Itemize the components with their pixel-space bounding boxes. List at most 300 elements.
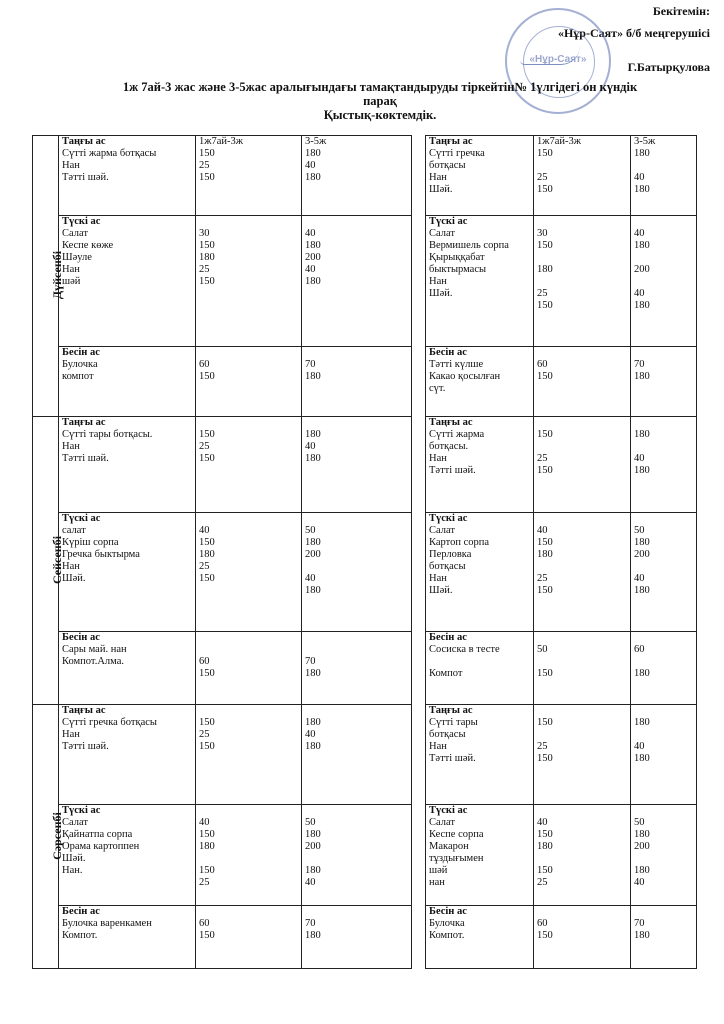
portion-value: 180 [634, 371, 650, 382]
title-line-3: Қыстық-көктемдік. [323, 108, 437, 122]
dish-name: Шәй. [62, 853, 86, 864]
portion-value: 60 [537, 918, 548, 929]
portion-value [537, 276, 627, 288]
portion-value: 150 [537, 865, 553, 876]
dish-name: Нан [62, 160, 80, 171]
dish-name: сүт. [429, 383, 446, 394]
dish-name: Компот [429, 668, 463, 679]
dish-name: Қырыққабат [429, 252, 485, 263]
portion-value [537, 853, 627, 865]
portion-value: 180 [634, 465, 650, 476]
meal-row [33, 906, 697, 969]
portion-value: 180 [305, 276, 321, 287]
portion-value: 70 [305, 359, 316, 370]
portion-value: 150 [537, 429, 553, 440]
column-gap [412, 705, 426, 805]
portion-1-3-cell [534, 906, 631, 969]
portion-3-5-cell [302, 347, 412, 417]
dish-name: Тәтті шәй. [62, 741, 109, 752]
portion-value: 150 [199, 276, 215, 287]
portion-value [537, 705, 627, 717]
dish-name: Шәй. [429, 184, 453, 195]
portion-value [634, 347, 693, 359]
portion-value [199, 347, 298, 359]
portion-value: 200 [305, 549, 321, 560]
portion-value: 150 [199, 573, 215, 584]
portion-value: 200 [305, 841, 321, 852]
meal-heading: Бесін ас [62, 632, 100, 643]
portion-value: 150 [537, 668, 553, 679]
dish-list-cell [59, 805, 196, 906]
dish-name: Күріш сорпа [62, 537, 119, 548]
portion-value [199, 805, 298, 817]
portion-value [634, 705, 693, 717]
portion-value [199, 632, 298, 644]
dish-name: компот [62, 371, 94, 382]
portion-value: 180 [305, 429, 321, 440]
portion-value [199, 216, 298, 228]
meal-heading: Таңғы ас [62, 417, 106, 428]
dish-name: салат [62, 525, 86, 536]
portion-value: 180 [634, 240, 650, 251]
dish-list-cell [426, 136, 534, 216]
portion-value: 40 [537, 817, 548, 828]
portion-1-3-cell [534, 216, 631, 347]
column-gap [412, 513, 426, 632]
meal-row [33, 417, 697, 513]
portion-value: 150 [537, 184, 553, 195]
dish-name: Нан [429, 276, 447, 287]
column-gap [412, 906, 426, 969]
portion-value: 25 [199, 561, 210, 572]
portion-value: 40 [305, 877, 316, 888]
portion-value [537, 632, 627, 644]
day-label [33, 417, 65, 705]
portion-value: 180 [634, 865, 650, 876]
dish-list-cell [426, 906, 534, 969]
portion-value: 150 [537, 585, 553, 596]
portion-1-3-cell [196, 705, 302, 805]
portion-value: 40 [305, 264, 316, 275]
portion-1-3-cell [196, 632, 302, 705]
dish-name: Какао қосылған [429, 371, 501, 382]
portion-value: 150 [199, 717, 215, 728]
portion-value [537, 729, 627, 741]
meal-heading: Түскі ас [62, 805, 101, 816]
portion-1-3-cell [196, 513, 302, 632]
day-label [33, 136, 65, 417]
portion-value: 50 [634, 817, 645, 828]
dish-name: шәй [62, 276, 81, 287]
portion-3-5-cell [631, 347, 697, 417]
column-gap [412, 347, 426, 417]
dish-name: ботқасы. [429, 441, 469, 452]
portion-value: 150 [537, 930, 553, 941]
dish-name: Орама картоппен [62, 841, 140, 852]
portion-value: 180 [305, 453, 321, 464]
dish-name: Нан [429, 172, 447, 183]
portion-value: 60 [199, 656, 210, 667]
portion-value: 40 [634, 573, 645, 584]
portion-value: 180 [634, 668, 650, 679]
dish-list-cell [59, 417, 196, 513]
portion-value [537, 216, 627, 228]
portion-value: 180 [634, 148, 650, 159]
portion-value [305, 417, 408, 429]
portion-1-3-cell [196, 347, 302, 417]
dish-name: Компот. [62, 930, 98, 941]
portion-value [537, 347, 627, 359]
meal-heading: Түскі ас [429, 805, 468, 816]
dish-name: нан [429, 877, 445, 888]
portion-value: 150 [199, 741, 215, 752]
dish-name: Тәтті шәй. [62, 172, 109, 183]
portion-value: 150 [199, 865, 215, 876]
meal-heading: Таңғы ас [429, 705, 473, 716]
dish-name: Булочка [62, 359, 98, 370]
dish-name: Нан [429, 453, 447, 464]
portion-value: 180 [634, 585, 650, 596]
meal-heading: Бесін ас [62, 906, 100, 917]
dish-name: Тәтті күлше [429, 359, 484, 370]
portion-value [634, 906, 693, 918]
portion-value: 70 [634, 918, 645, 929]
dish-name: Нан [62, 441, 80, 452]
dish-name: Қайнатпа сорпа [62, 829, 133, 840]
portion-value: 150 [537, 300, 553, 311]
portion-value: 180 [305, 537, 321, 548]
portion-value [537, 252, 627, 264]
dish-list-cell [426, 347, 534, 417]
portion-3-5-cell [302, 136, 412, 216]
portion-value: 60 [199, 359, 210, 370]
column-gap [412, 632, 426, 705]
portion-value [634, 632, 693, 644]
dish-name: Салат [429, 228, 455, 239]
portion-value [305, 347, 408, 359]
portion-value: 180 [634, 300, 650, 311]
portion-value: 180 [537, 264, 553, 275]
portion-value [634, 729, 693, 741]
portion-value [537, 513, 627, 525]
portion-1-3-cell [196, 906, 302, 969]
dish-name: быктырмасы [429, 264, 487, 275]
meal-heading: Түскі ас [429, 216, 468, 227]
portion-1-3-cell [534, 513, 631, 632]
dish-name: Нан. [62, 865, 83, 876]
portion-value: 25 [537, 172, 548, 183]
portion-3-5-cell [631, 216, 697, 347]
portion-value [634, 160, 693, 172]
dish-name: Сүтті гречка [429, 148, 485, 159]
dish-list-cell [59, 136, 196, 216]
portion-value: 25 [199, 877, 210, 888]
dish-name: Сүтті жарма [429, 429, 485, 440]
dish-name: Шәй. [429, 585, 453, 596]
portion-value: 150 [199, 172, 215, 183]
dish-list-cell [426, 513, 534, 632]
portion-value: 60 [537, 359, 548, 370]
dish-name: Сары май. нан [62, 644, 127, 655]
dish-name: тұздығымен [429, 853, 484, 864]
portion-3-5-cell [302, 513, 412, 632]
portion-value: 25 [537, 741, 548, 752]
dish-name: Шәуле [62, 252, 92, 263]
portion-value: 40 [305, 228, 316, 239]
portion-value: 180 [305, 371, 321, 382]
approval-signatory: Г.Батырқулова [627, 60, 710, 74]
portion-value: 40 [199, 817, 210, 828]
portion-value [305, 513, 408, 525]
meal-heading: Бесін ас [429, 632, 467, 643]
portion-value: 150 [537, 753, 553, 764]
approval-heading: Бекітемін: [652, 4, 710, 18]
dish-name: Сүтті жарма ботқасы [62, 148, 157, 159]
dish-name: Тәтті шәй. [429, 753, 476, 764]
portion-value [537, 656, 627, 668]
portion-3-5-cell [631, 632, 697, 705]
portion-value: 40 [305, 573, 316, 584]
portion-value: 180 [634, 753, 650, 764]
portion-value [199, 417, 298, 429]
dish-list-cell [426, 632, 534, 705]
portion-1-3-cell [196, 136, 302, 216]
portion-value: 25 [537, 288, 548, 299]
portion-value: 180 [305, 930, 321, 941]
portion-value [305, 906, 408, 918]
portion-value: 150 [537, 465, 553, 476]
portion-1-3-cell [196, 216, 302, 347]
portion-value: 40 [305, 729, 316, 740]
portion-value: 180 [537, 841, 553, 852]
dish-name: ботқасы [429, 729, 466, 740]
dish-name: ботқасы [429, 160, 466, 171]
dish-name: Салат [62, 817, 88, 828]
meal-heading: Таңғы ас [62, 136, 106, 147]
meal-heading: Бесін ас [429, 906, 467, 917]
portion-value: 30 [199, 228, 210, 239]
dish-name: Нан [62, 264, 80, 275]
portion-3-5-cell [631, 906, 697, 969]
portion-value [537, 441, 627, 453]
dish-name: Сосиска в тесте [429, 644, 500, 655]
meal-row [33, 632, 697, 705]
approval-position: «Нұр-Саят» б/б меңгерушісі [557, 26, 710, 40]
portion-value [634, 561, 693, 573]
day-name: Сәрсенбі [49, 811, 64, 860]
portion-value: 40 [634, 288, 645, 299]
portion-value: 150 [199, 829, 215, 840]
portion-1-3-cell [196, 417, 302, 513]
dish-name: Нан [62, 561, 80, 572]
portion-value [537, 805, 627, 817]
dish-name: Салат [429, 525, 455, 536]
stamp-text: «Нұр-Саят» [529, 54, 587, 65]
portion-value: 25 [537, 877, 548, 888]
portion-value [634, 252, 693, 264]
portion-value [537, 160, 627, 172]
portion-value: 150 [199, 668, 215, 679]
portion-value [199, 513, 298, 525]
portion-value: 40 [305, 160, 316, 171]
menu-table [32, 135, 697, 969]
meal-row [33, 347, 697, 417]
portion-value: 180 [199, 841, 215, 852]
meal-heading: Түскі ас [62, 216, 101, 227]
dish-name: Вермишель сорпа [429, 240, 509, 251]
portion-value [634, 417, 693, 429]
portion-value: 150 [199, 148, 215, 159]
portion-value: 200 [634, 841, 650, 852]
portion-value: 40 [537, 525, 548, 536]
portion-value [634, 276, 693, 288]
dish-name: Шәй. [429, 288, 453, 299]
portion-1-3-cell [534, 136, 631, 216]
meal-row [33, 136, 697, 216]
portion-value: 150 [537, 371, 553, 382]
portion-value [634, 513, 693, 525]
portion-value: 180 [305, 148, 321, 159]
dish-name: Булочка варенкамен [62, 918, 152, 929]
dish-list-cell [59, 347, 196, 417]
portion-value: 200 [634, 264, 650, 275]
dish-name: Картоп сорпа [429, 537, 490, 548]
portion-value: 25 [199, 441, 210, 452]
portion-1-3-cell [534, 805, 631, 906]
dish-name: Нан [429, 741, 447, 752]
dish-name: Тәтті шәй. [429, 465, 476, 476]
portion-value: 150 [537, 717, 553, 728]
portion-value [537, 561, 627, 573]
portion-value: 150 [199, 429, 215, 440]
portion-1-3-cell [534, 632, 631, 705]
portion-value: 40 [634, 741, 645, 752]
dish-name [429, 656, 530, 668]
dish-name: шәй [429, 865, 448, 876]
portion-value: 40 [634, 453, 645, 464]
portion-value: 180 [305, 240, 321, 251]
dish-name: Компот. [429, 930, 465, 941]
meal-heading: Түскі ас [429, 513, 468, 524]
portion-value: 180 [634, 429, 650, 440]
meal-heading: Бесін ас [429, 347, 467, 358]
portion-value: 40 [634, 228, 645, 239]
portion-value [634, 656, 693, 668]
portion-value [634, 805, 693, 817]
column-gap [412, 417, 426, 513]
portion-value [305, 216, 408, 228]
portion-value: 50 [305, 525, 316, 536]
portion-value: 150 [199, 240, 215, 251]
portion-1-3-cell [534, 705, 631, 805]
portion-1-3-cell [196, 805, 302, 906]
dish-name: ботқасы [429, 561, 466, 572]
portion-value: 40 [634, 877, 645, 888]
dish-list-cell [426, 216, 534, 347]
portion-value: 25 [537, 453, 548, 464]
portion-value: 150 [199, 371, 215, 382]
dish-list-cell [59, 632, 196, 705]
portion-3-5-cell [302, 632, 412, 705]
portion-value [199, 705, 298, 717]
portion-value: 150 [537, 829, 553, 840]
portion-value: 40 [199, 525, 210, 536]
portion-value [305, 805, 408, 817]
portion-value [199, 644, 298, 656]
dish-name: Компот.Алма. [62, 656, 125, 667]
portion-value [305, 853, 408, 865]
dish-name: Тәтті шәй. [62, 453, 109, 464]
portion-value: 50 [305, 817, 316, 828]
dish-name: Сүтті тары ботқасы. [62, 429, 153, 440]
document-title [60, 80, 700, 122]
title-line-1: 1ж 7ай-3 жас және 3-5жас аралығындағы тамақтандыруды тіркейтін№ 1үлгідегі он күндік [122, 80, 638, 94]
portion-3-5-cell [302, 906, 412, 969]
meal-row [33, 705, 697, 805]
portion-value: 60 [199, 918, 210, 929]
portion-value: 150 [537, 240, 553, 251]
portion-value [199, 853, 298, 865]
portion-3-5-cell [631, 136, 697, 216]
portion-value: 180 [305, 668, 321, 679]
portion-value: 25 [199, 264, 210, 275]
portion-3-5-cell [302, 216, 412, 347]
portion-value: 50 [537, 644, 548, 655]
portion-value: 1ж7ай-3ж [537, 136, 582, 147]
column-gap [412, 805, 426, 906]
portion-value [634, 216, 693, 228]
meal-heading: Таңғы ас [62, 705, 106, 716]
portion-value [305, 632, 408, 644]
portion-value [305, 705, 408, 717]
day-name: Дүйсенбі [50, 250, 65, 300]
dish-name: Салат [62, 228, 88, 239]
dish-name: Нан [429, 573, 447, 584]
portion-value: 70 [305, 918, 316, 929]
portion-value [537, 906, 627, 918]
portion-value: 180 [634, 537, 650, 548]
dish-name: Кеспе сорпа [429, 829, 484, 840]
dish-list-cell [59, 906, 196, 969]
portion-value: 180 [199, 549, 215, 560]
signature-mark [520, 46, 580, 65]
portion-value: 180 [199, 252, 215, 263]
dish-name: Кеспе көже [62, 240, 114, 251]
portion-value: 30 [537, 228, 548, 239]
portion-value: 150 [199, 537, 215, 548]
portion-1-3-cell [534, 417, 631, 513]
portion-value [305, 561, 408, 573]
portion-value: 40 [634, 172, 645, 183]
portion-value: 180 [305, 585, 321, 596]
column-gap [412, 216, 426, 347]
portion-value: 25 [199, 160, 210, 171]
portion-value [305, 644, 408, 656]
title-line-2: парақ [363, 94, 397, 108]
dish-name: Перловка [429, 549, 472, 560]
portion-3-5-cell [302, 705, 412, 805]
portion-value [199, 906, 298, 918]
meal-heading: Таңғы ас [429, 136, 473, 147]
portion-value: 3-5ж [634, 136, 656, 147]
portion-value: 50 [634, 525, 645, 536]
portion-value: 150 [537, 537, 553, 548]
portion-3-5-cell [302, 417, 412, 513]
portion-value: 40 [305, 441, 316, 452]
portion-value: 180 [305, 865, 321, 876]
meal-row [33, 216, 697, 347]
meal-heading: Таңғы ас [429, 417, 473, 428]
